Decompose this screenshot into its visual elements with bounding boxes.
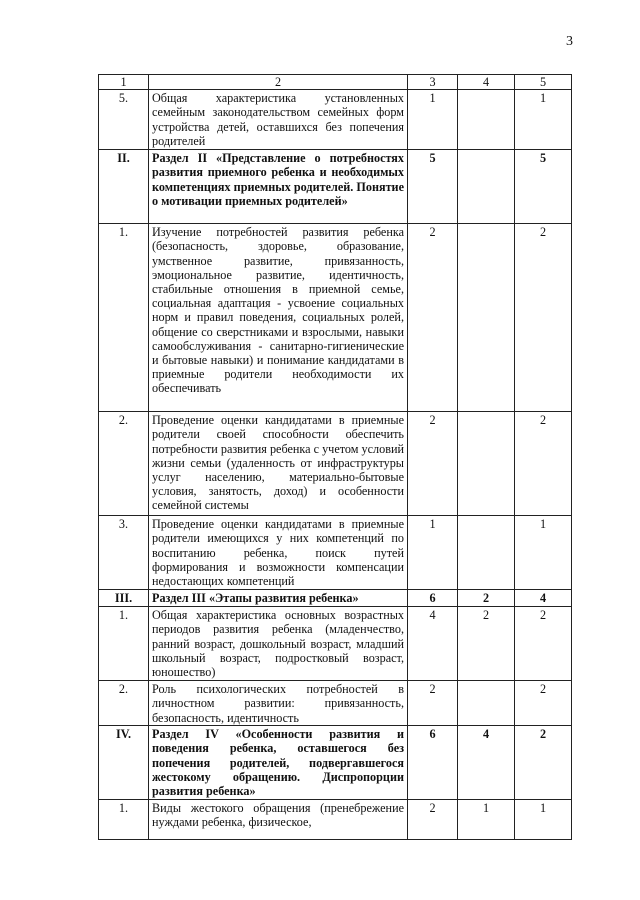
header-row xyxy=(99,75,572,90)
hours-practice-cell: 2 xyxy=(515,412,572,516)
hours-lecture-cell: 2 xyxy=(458,590,515,607)
hours-practice-cell: 2 xyxy=(515,681,572,726)
header-cell-5: 5 xyxy=(515,75,572,90)
row-text-cell: Раздел IV «Особенности развития и поведения ребенка, оставшегося без попечения родителей, подвергавшегося жестокому обращению. Диспропорции развития ребенка» xyxy=(149,726,408,800)
row-text-cell: Роль психологических потребностей в личностном развитии: привязанность, безопасность, идентичность xyxy=(149,681,408,726)
hours-total-cell: 6 xyxy=(408,590,458,607)
table-row xyxy=(99,516,572,590)
section-row xyxy=(99,726,572,800)
hours-total-cell: 2 xyxy=(408,224,458,412)
header-cell-2: 2 xyxy=(149,75,408,90)
hours-lecture-cell xyxy=(458,224,515,412)
row-text-cell: Раздел III «Этапы развития ребенка» xyxy=(149,590,408,607)
table-row xyxy=(99,90,572,150)
hours-practice-cell: 1 xyxy=(515,516,572,590)
hours-lecture-cell xyxy=(458,90,515,150)
hours-lecture-cell xyxy=(458,516,515,590)
hours-total-cell: 1 xyxy=(408,90,458,150)
table-row xyxy=(99,800,572,840)
hours-lecture-cell xyxy=(458,150,515,224)
table-row xyxy=(99,224,572,412)
hours-practice-cell: 4 xyxy=(515,590,572,607)
hours-lecture-cell: 2 xyxy=(458,607,515,681)
page-number: 3 xyxy=(566,34,573,49)
hours-practice-cell: 2 xyxy=(515,607,572,681)
row-text-cell: Общая характеристика основных возрастных периодов развития ребенка (младенчество, ранний возраст, дошкольный возраст, младший школьный возраст, подростковый возраст, юношество) xyxy=(149,607,408,681)
header-cell-3: 3 xyxy=(408,75,458,90)
table-row xyxy=(99,412,572,516)
hours-total-cell: 1 xyxy=(408,516,458,590)
hours-total-cell: 6 xyxy=(408,726,458,800)
hours-total-cell: 2 xyxy=(408,681,458,726)
row-text-cell: Проведение оценки кандидатами в приемные родители имеющихся у них компетенций по воспитанию ребенка, поиск путей формирования и возможности компенсации недостающих компетенций xyxy=(149,516,408,590)
row-number-cell: II. xyxy=(99,150,149,224)
row-number-cell: 1. xyxy=(99,800,149,840)
row-number-cell: 5. xyxy=(99,90,149,150)
section-row xyxy=(99,590,572,607)
hours-total-cell: 2 xyxy=(408,800,458,840)
table-row xyxy=(99,681,572,726)
section-row xyxy=(99,150,572,224)
hours-practice-cell: 2 xyxy=(515,224,572,412)
row-text-cell: Изучение потребностей развития ребенка (безопасность, здоровье, образование, умственное развитие, привязанность, эмоциональное развитие, идентичность, стабильные отношения в приемной семье, социальная адаптация - усвоение социальных норм и правил поведения, социальных ролей, общение со сверстниками и взрослыми, навыки самообслуживания - санитарно-гигиенические и бытовые навыки) и понимание кандидатами в приемные родители необходимости их обеспечивать xyxy=(149,224,408,412)
header-cell-1: 1 xyxy=(99,75,149,90)
hours-practice-cell: 2 xyxy=(515,726,572,800)
row-text-cell: Виды жестокого обращения (пренебрежение нуждами ребенка, физическое, xyxy=(149,800,408,840)
row-number-cell: 3. xyxy=(99,516,149,590)
row-text-cell: Общая характеристика установленных семейным законодательством семейных форм устройства детей, оставшихся без попечения родителей xyxy=(149,90,408,150)
hours-lecture-cell xyxy=(458,412,515,516)
hours-lecture-cell: 4 xyxy=(458,726,515,800)
row-number-cell: IV. xyxy=(99,726,149,800)
row-text-cell: Раздел II «Представление о потребностях развития приемного ребенка и необходимых компетенциях приемных родителей. Понятие о мотивации приемных родителей» xyxy=(149,150,408,224)
row-number-cell: 1. xyxy=(99,607,149,681)
hours-lecture-cell: 1 xyxy=(458,800,515,840)
row-number-cell: 2. xyxy=(99,412,149,516)
curriculum-table xyxy=(98,74,572,840)
row-number-cell: 2. xyxy=(99,681,149,726)
hours-total-cell: 5 xyxy=(408,150,458,224)
table-row xyxy=(99,607,572,681)
hours-total-cell: 2 xyxy=(408,412,458,516)
row-text-cell: Проведение оценки кандидатами в приемные родители своей способности обеспечить потребности развития ребенка с учетом условий жизни семьи (удаленность от инфраструктуры услуг населению, материально-бытовые условия, занятость, доход) и особенности семейной системы xyxy=(149,412,408,516)
row-number-cell: 1. xyxy=(99,224,149,412)
header-cell-4: 4 xyxy=(458,75,515,90)
hours-practice-cell: 5 xyxy=(515,150,572,224)
hours-lecture-cell xyxy=(458,681,515,726)
hours-practice-cell: 1 xyxy=(515,90,572,150)
row-number-cell: III. xyxy=(99,590,149,607)
hours-practice-cell: 1 xyxy=(515,800,572,840)
hours-total-cell: 4 xyxy=(408,607,458,681)
